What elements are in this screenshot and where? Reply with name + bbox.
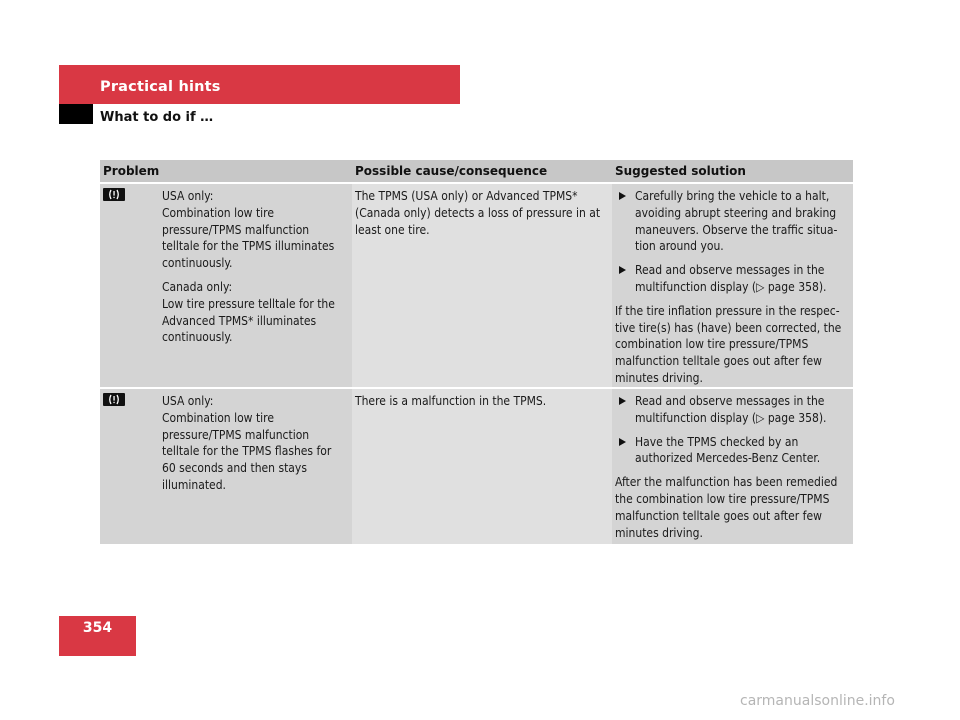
page-subtitle: What to do if … bbox=[100, 110, 214, 125]
solution-step: Carefully bring the vehicle to a halt, avoiding abrupt steering and braking maneuvers. Observe the traffic situa-tion around you. bbox=[615, 188, 850, 255]
problem-text: Canada only: Low tire pressure telltale for the Advanced TPMS* illuminates continuously. bbox=[162, 279, 335, 345]
tire-pressure-warning-icon bbox=[103, 188, 125, 201]
troubleshooting-table bbox=[100, 160, 853, 544]
solution-note: If the tire inflation pressure in the respec-tive tire(s) has (have) been corrected, the combination low tire pressure/TPMS malfunction telltale goes out after few minutes driving. bbox=[615, 303, 842, 385]
solution-note: After the malfunction has been remedied the combination low tire pressure/TPMS malfunction telltale goes out after few minutes driving. bbox=[615, 475, 838, 540]
column-header-cause: Possible cause/consequence bbox=[355, 164, 548, 178]
cause-text: The TPMS (USA only) or Advanced TPMS* (Canada only) detects a loss of pressure in at least one tire. bbox=[355, 189, 601, 237]
solution-cell bbox=[612, 184, 853, 387]
bullet-arrow-icon bbox=[619, 192, 626, 200]
bullet-arrow-icon bbox=[619, 438, 626, 446]
table-row bbox=[100, 182, 853, 387]
tire-pressure-warning-icon bbox=[103, 393, 125, 406]
solution-step: Read and observe messages in the multifunction display (▷ page 358). bbox=[615, 262, 850, 296]
cause-cell bbox=[352, 184, 612, 387]
cause-cell bbox=[352, 389, 612, 544]
problem-text: USA only: Combination low tire pressure/TPMS malfunction telltale for the TPMS illuminates continuously. bbox=[162, 189, 335, 271]
table-header bbox=[100, 160, 853, 182]
page-number: 354 bbox=[82, 620, 113, 636]
column-header-problem: Problem bbox=[103, 164, 160, 178]
solution-step: Read and observe messages in the multifunction display (▷ page 358). bbox=[615, 393, 850, 427]
table-row bbox=[100, 387, 853, 544]
column-header-solution: Suggested solution bbox=[615, 164, 746, 178]
bullet-arrow-icon bbox=[619, 397, 626, 405]
bullet-arrow-icon bbox=[619, 266, 626, 274]
watermark: carmanualsonline.info bbox=[740, 693, 895, 709]
solution-step: Have the TPMS checked by an authorized Mercedes-Benz Center. bbox=[615, 434, 850, 468]
solution-cell bbox=[612, 389, 853, 544]
problem-cell bbox=[100, 389, 352, 544]
problem-cell bbox=[100, 184, 352, 387]
subtitle-marker bbox=[59, 104, 93, 124]
cause-text: There is a malfunction in the TPMS. bbox=[355, 394, 547, 408]
section-title: Practical hints bbox=[100, 79, 221, 95]
problem-text: USA only: Combination low tire pressure/TPMS malfunction telltale for the TPMS flashes for 60 seconds and then stays illuminated. bbox=[162, 394, 332, 492]
